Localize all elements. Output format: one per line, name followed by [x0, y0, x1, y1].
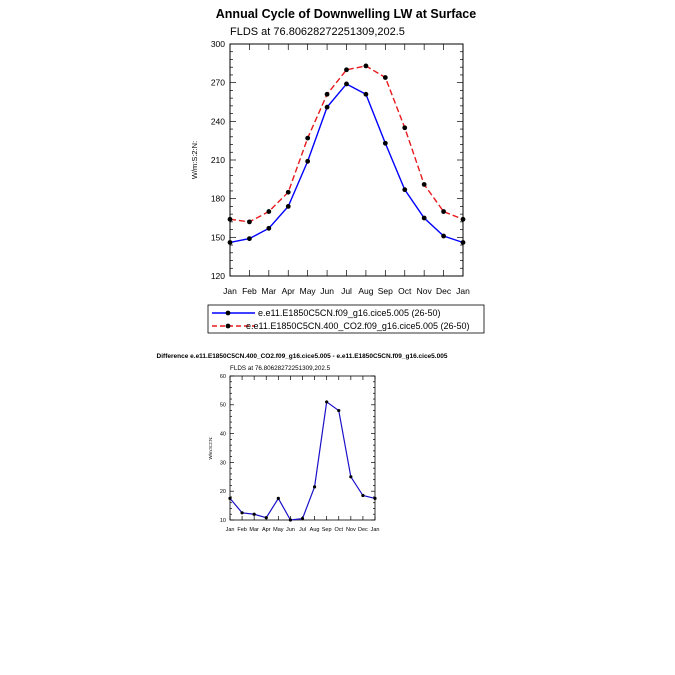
x-tick-label: Feb — [237, 527, 247, 533]
data-point — [277, 497, 280, 500]
data-point — [441, 209, 446, 214]
x-tick-label: Jul — [341, 286, 352, 296]
data-point — [364, 64, 369, 69]
data-point — [383, 141, 388, 146]
x-tick-label: Feb — [242, 286, 257, 296]
chart-title: Difference e.e11.E1850C5CN.400_CO2.f09_g16.cice5.005 - e.e11.E1850C5CN.f09_g16.cice5.005 — [156, 353, 448, 360]
data-point — [325, 92, 330, 97]
data-point — [337, 409, 340, 412]
x-tick-label: Aug — [358, 286, 374, 296]
x-tick-label: Mar — [261, 286, 277, 296]
data-point — [301, 517, 304, 520]
x-tick-label: Dec — [358, 527, 368, 533]
data-point — [253, 513, 256, 516]
data-point — [441, 234, 446, 239]
x-tick-label: Jan — [223, 286, 237, 296]
x-tick-label: Jul — [298, 527, 307, 533]
y-axis-label: W/m:S:2:N: — [190, 140, 199, 180]
data-point — [286, 190, 291, 195]
x-tick-labels — [226, 527, 380, 533]
legend-marker-control — [226, 311, 231, 316]
y-tick-label: 150 — [210, 232, 225, 243]
y-tick-label: 180 — [210, 193, 225, 204]
data-point — [383, 75, 388, 80]
x-tick-label: Sep — [321, 527, 332, 533]
x-tick-label: May — [299, 286, 316, 296]
legend — [208, 305, 484, 333]
data-point — [228, 240, 233, 245]
plot-frame — [230, 44, 463, 276]
data-point — [266, 226, 271, 231]
chart-subtitle: FLDS at 76.80628272251309,202.5 — [230, 365, 331, 372]
series-line-0 — [230, 402, 375, 520]
data-point — [461, 240, 466, 245]
x-tick-label: Oct — [398, 286, 412, 296]
series-lines — [228, 64, 466, 245]
data-point — [422, 182, 427, 187]
data-point — [240, 511, 243, 514]
x-tick-label: Nov — [345, 527, 356, 533]
x-tick-label: Apr — [281, 286, 295, 296]
x-tick-label: Oct — [334, 527, 344, 533]
y-tick-label: 270 — [210, 77, 225, 88]
y-axis-label: W/m:S:2:N: — [208, 436, 213, 460]
data-point — [228, 217, 233, 222]
data-point — [344, 82, 349, 87]
y-tick-label: 10 — [219, 517, 226, 524]
data-point — [344, 67, 349, 72]
data-point — [228, 497, 231, 500]
y-tick-label: 20 — [219, 489, 226, 496]
chart-subtitle: FLDS at 76.80628272251309,202.5 — [230, 26, 405, 38]
x-tick-labels — [223, 286, 470, 296]
y-tick-label: 40 — [219, 431, 226, 438]
y-tick-label: 50 — [219, 402, 226, 409]
data-point — [364, 92, 369, 97]
x-tick-label: May — [273, 527, 284, 533]
x-tick-label: Apr — [261, 527, 271, 533]
data-point — [286, 204, 291, 209]
series-line-0 — [230, 84, 463, 243]
y-tick-labels — [220, 374, 226, 524]
x-tick-label: Jan — [370, 527, 380, 533]
y-tick-label: 210 — [210, 154, 225, 165]
y-tick-label: 240 — [210, 116, 225, 127]
chart-title: Annual Cycle of Downwelling LW at Surface — [215, 7, 477, 21]
legend-marker-co2 — [226, 324, 231, 329]
y-tick-labels — [211, 39, 225, 281]
difference-chart — [157, 353, 448, 533]
data-point — [313, 485, 316, 488]
data-point — [247, 219, 252, 224]
x-tick-label: Jan — [456, 286, 470, 296]
x-tick-label: Aug — [309, 527, 320, 533]
axis-ticks — [230, 376, 375, 520]
x-tick-label: Jan — [225, 527, 235, 533]
data-point — [325, 400, 328, 403]
y-tick-label: 60 — [219, 373, 226, 380]
data-point — [325, 105, 330, 110]
x-tick-label: Mar — [249, 527, 259, 533]
data-point — [461, 217, 466, 222]
data-point — [289, 518, 292, 521]
axis-ticks — [230, 44, 463, 276]
y-tick-label: 120 — [210, 270, 225, 281]
data-point — [305, 136, 310, 141]
data-point — [402, 187, 407, 192]
data-point — [373, 497, 376, 500]
legend-label-control: e.e11.E1850C5CN.f09_g16.cice5.005 (26-50) — [258, 308, 441, 318]
y-tick-label: 30 — [219, 460, 226, 467]
data-point — [305, 159, 310, 164]
data-point — [361, 494, 364, 497]
x-tick-label: Jun — [320, 286, 334, 296]
series-line-1 — [230, 66, 463, 222]
x-tick-label: Jun — [285, 527, 295, 533]
annual-cycle-chart — [190, 7, 484, 333]
x-tick-label: Dec — [436, 286, 452, 296]
data-point — [265, 516, 268, 519]
legend-label-co2: e.e11.E1850C5CN.400_CO2.f09_g16.cice5.005 (26-50) — [246, 321, 470, 331]
plot-frame — [230, 376, 375, 520]
data-point — [349, 475, 352, 478]
x-tick-label: Nov — [416, 286, 432, 296]
data-point — [402, 125, 407, 130]
data-point — [247, 236, 252, 241]
series-lines — [228, 400, 376, 521]
y-tick-label: 300 — [210, 38, 225, 49]
data-point — [266, 209, 271, 214]
data-point — [422, 216, 427, 221]
x-tick-label: Sep — [377, 286, 393, 296]
